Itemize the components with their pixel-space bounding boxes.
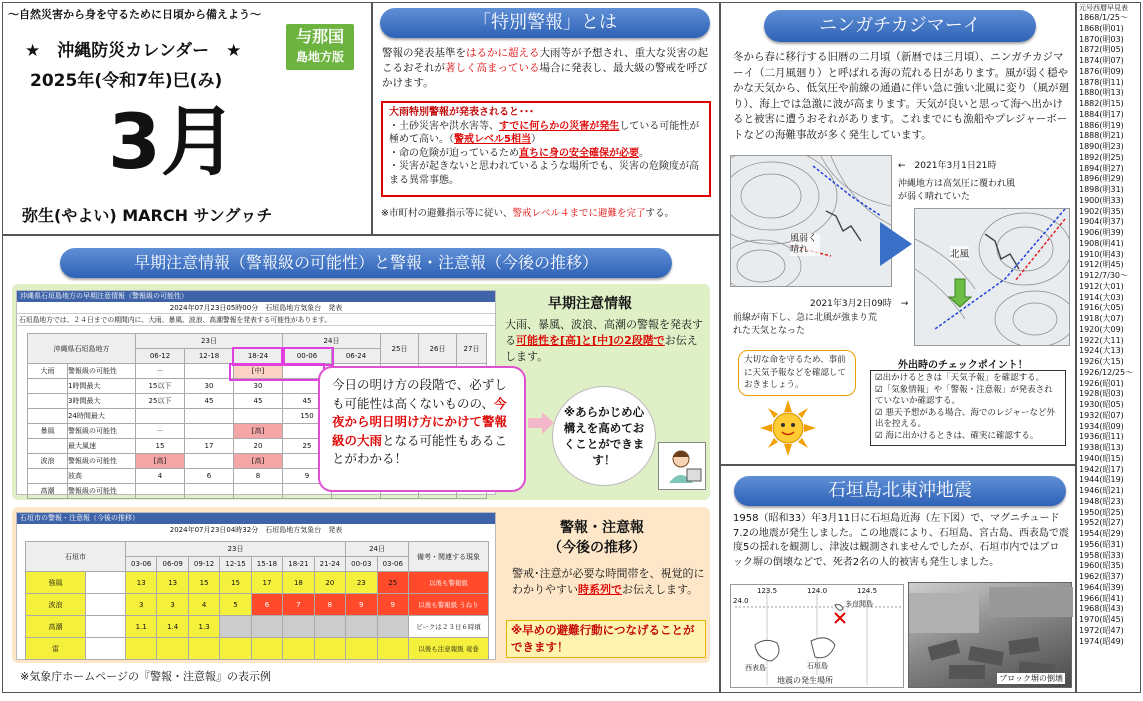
weather-map-1: [730, 155, 892, 287]
warn-time: 09-12: [188, 557, 219, 572]
year-row: 1904(明37): [1079, 217, 1124, 227]
region-badge-line2: 島地方版: [295, 50, 344, 64]
warn-day24: 24日: [346, 542, 409, 557]
early-row-group: [28, 469, 68, 484]
early-row-group: 大雨: [28, 364, 68, 379]
year-row: 1932(昭07): [1079, 410, 1124, 420]
year-row: 1894(明27): [1079, 163, 1124, 173]
early-cell: 30: [185, 379, 234, 394]
year-row: 1870(明03): [1079, 34, 1124, 44]
year-row: 1944(昭19): [1079, 475, 1124, 485]
warn-time: 15-18: [251, 557, 282, 572]
year-row: 1950(昭25): [1079, 507, 1124, 517]
warn-cell: [126, 638, 157, 660]
year-row: 1892(明25): [1079, 152, 1124, 162]
region-badge-line1: 与那国: [295, 27, 344, 46]
map-island-1: 西表島: [745, 664, 766, 672]
warn-table-title: 石垣市の警報・注意報（今後の推移）: [17, 513, 495, 524]
warn-cell: 1.3: [188, 616, 219, 638]
early-cell: 15以下: [136, 379, 185, 394]
warn-cell: [157, 638, 188, 660]
year-row: 1872(明05): [1079, 45, 1124, 55]
early-text-a: 大雨、暴風、波浪、高潮の警報を発表する: [505, 318, 703, 347]
slogan: 〜自然災害から身を守るために日頃から備えよう〜: [8, 8, 261, 21]
year-row: 1958(昭33): [1079, 550, 1124, 560]
warn-row-name: 雷: [26, 638, 86, 660]
early-row-name: 3時間最大: [68, 394, 136, 409]
operator-icon: [658, 442, 706, 490]
year-row: 1936(昭11): [1079, 432, 1124, 442]
sw-p1c: 大雨等が予想され、重大な災害の起こるおそれが: [382, 47, 709, 74]
warn-cell: 3: [157, 594, 188, 616]
check-item-3: ☑ 悪天予想がある場合、海でのレジャーなど外出を控える。: [875, 407, 1055, 429]
early-cell: 17: [185, 439, 234, 454]
early-time-3: 18-24: [234, 349, 283, 364]
warn-cell: 1.4: [157, 616, 188, 638]
year-row: 1874(明07): [1079, 56, 1124, 65]
year-row: 1902(明35): [1079, 206, 1124, 216]
year-row: 1972(昭47): [1079, 625, 1124, 635]
early-cell: 9: [283, 469, 332, 484]
year-row: 1970(昭45): [1079, 615, 1124, 624]
weather-map-2-svg: [915, 209, 1070, 346]
early-cell: 30: [234, 379, 283, 394]
early-cell: [185, 409, 234, 424]
warn-cell: [251, 638, 282, 660]
warn-cell: 5: [220, 594, 251, 616]
weather-map-2: [914, 208, 1070, 346]
early-text-c: お伝えします。: [505, 334, 698, 363]
warn-cell: [251, 616, 282, 638]
prepare-bubble: [552, 386, 656, 486]
heavy-rain-box: [381, 101, 711, 197]
early-row-name: 警報級の可能性: [68, 364, 136, 379]
early-cell: [高]: [234, 454, 283, 469]
weather-map-1-svg: [731, 156, 892, 287]
year-row: 1962(昭37): [1079, 572, 1124, 581]
b2c: 。: [639, 147, 649, 159]
warnings-panel-text: [512, 566, 708, 598]
warn-row-blank: [86, 594, 126, 616]
year-row: 1968(昭43): [1079, 604, 1124, 614]
month-names: 弥生(やよい) MARCH サングヮチ: [22, 206, 273, 225]
early-cell: 45: [234, 394, 283, 409]
warn-remarks-head: 備考・関連する現象: [409, 542, 489, 572]
warn-city-head: 石垣市: [26, 542, 126, 572]
early-day27: 27日: [457, 334, 487, 364]
warn-day23: 23日: [126, 542, 346, 557]
year-row: 1868(明01): [1079, 23, 1124, 33]
warn-row-name: 高潮: [26, 616, 86, 638]
early-cell: 45: [185, 394, 234, 409]
early-cell: 25以下: [136, 394, 185, 409]
warn-table-issued: 2024年07月23日04時32分 石垣島地方気象台 発表: [169, 526, 343, 534]
check-item-2: ☑「気象情報」や「警報・注意報」が発表されていないか確認する。: [875, 384, 1053, 406]
calendar-title: ★ 沖縄防災カレンダー ★: [25, 41, 242, 61]
early-row-name: 24時間最大: [68, 409, 136, 424]
note-c: する。: [645, 208, 674, 219]
early-cell: 15: [136, 439, 185, 454]
warn-cell: 9: [377, 594, 409, 616]
early-day24: 24日: [283, 334, 381, 349]
warn-cell: [377, 616, 409, 638]
b1e: ）: [530, 134, 541, 145]
warn-cell: 9: [346, 594, 377, 616]
prepare-bubble-text: ※あらかじめ心構えを高めておくことができます！: [563, 405, 645, 467]
map1-date: ← 2021年3月1日21時: [898, 161, 997, 171]
warn-cell: [283, 638, 314, 660]
note-b: 警戒レベル４までに避難を完了: [512, 208, 646, 219]
b1a: ・土砂災害や洪水害等、: [389, 120, 499, 132]
early-cell: 4: [136, 469, 185, 484]
warnings-panel-title-1: 警報・注意報: [560, 520, 644, 536]
year-row: 1896(明29): [1079, 174, 1124, 184]
month-big: 3月: [108, 97, 237, 186]
check-item-4: ☑ 海に出かけるときは、確実に確認する。: [875, 430, 1039, 441]
warn-cell: [283, 616, 314, 638]
early-panel-title: 早期注意情報: [548, 296, 632, 312]
special-warning-title: [380, 8, 710, 38]
early-cell: 45: [283, 394, 332, 409]
early-row-name: 波高: [68, 469, 136, 484]
early-text-b: 可能性を[高]と[中]の2段階で: [516, 334, 665, 347]
warn-cell: 23: [346, 572, 377, 594]
early-row-name: 警報級の可能性: [68, 424, 136, 439]
year-row: 1914(大03): [1079, 292, 1124, 302]
year-label: 2025年(令和7年)巳(み): [30, 71, 223, 91]
map-lon-c: 124.5: [857, 587, 878, 595]
early-row-group: [28, 379, 68, 394]
early-table-title: 沖縄県石垣島地方の早期注意情報（警報級の可能性）: [17, 291, 495, 302]
early-row-group: [28, 394, 68, 409]
warn-remarks: 以後も警報級: [409, 572, 489, 594]
wall-collapse-photo: [908, 582, 1072, 688]
sw-p1b: はるかに超える: [466, 47, 540, 59]
warn-row-blank: [86, 572, 126, 594]
warn-cell: 13: [126, 572, 157, 594]
warn-cell: 8: [314, 594, 345, 616]
warn-table-row: [26, 572, 489, 594]
early-cell: [136, 409, 185, 424]
early-time-4: 00-06: [283, 349, 332, 364]
year-row: 1908(明41): [1079, 238, 1124, 248]
early-cell: 8: [234, 469, 283, 484]
map-island-2: 石垣島: [807, 662, 828, 670]
warn-cell: [346, 638, 377, 660]
year-row: 1922(大11): [1079, 335, 1124, 345]
year-row: 1930(昭05): [1079, 400, 1124, 409]
warn-cell: [220, 616, 251, 638]
warn-time: 03-06: [377, 557, 409, 572]
early-time-5: 06-24: [332, 349, 381, 364]
year-row: 1924(大13): [1079, 346, 1124, 356]
year-row: 1918(大07): [1079, 314, 1124, 323]
early-cell: [185, 454, 234, 469]
year-row: 1952(昭27): [1079, 518, 1124, 528]
warn-remarks: ピークは２３日６時頃: [409, 616, 489, 638]
source-note: ※気象庁ホームページの『警報・注意報』の表示例: [20, 670, 271, 683]
heavy-rain-bullet-1: [389, 120, 703, 147]
year-list: [1079, 13, 1141, 647]
heavy-rain-bullet-3: ・災害が起きないと思われているような場所でも、災害の危険度が高まる異常事態。: [389, 161, 699, 186]
checklist-title: 外出時のチェックポイント！: [898, 360, 1028, 371]
year-row: 1946(昭21): [1079, 486, 1124, 495]
map2-label: 北風: [950, 246, 969, 260]
early-row-group: 波浪: [28, 454, 68, 469]
year-row: 1912/7/30〜: [1079, 271, 1129, 280]
warn-cell: [377, 638, 409, 660]
warn-row-blank: [86, 638, 126, 660]
warn-row-name: 波浪: [26, 594, 86, 616]
ninigachi-title: [764, 10, 1036, 42]
early-panel-text: [505, 317, 705, 365]
map2-desc: 前線が南下し、急に北風が強まり荒れた天気となった: [733, 313, 878, 336]
warn-cell: 25: [377, 572, 409, 594]
map1-desc: 沖縄地方は高気圧に覆われ風が弱く晴れていた: [898, 179, 1016, 202]
warn-cell: [314, 638, 345, 660]
early-day26: 26日: [419, 334, 457, 364]
early-row-group: 高潮: [28, 484, 68, 499]
warn-cell: [314, 616, 345, 638]
warn-cell: 18: [283, 572, 314, 594]
warn-table-row: [26, 594, 489, 616]
early-highlight-box: [229, 363, 325, 381]
evacuation-note: [381, 205, 674, 219]
year-row: 1888(明21): [1079, 131, 1124, 141]
earthquake-body: 1958（昭和33）年3月11日に石垣島近海（左下図）で、マグニチュード7.2の地震が発生しました。この地震により、石垣島、宮古島、西表島で震度5の揺れを観測し、津波は観測されませんでしたが、石垣市内ではブロック塀の倒壊などで、死者2名の人的被害も発生しました。: [733, 513, 1069, 568]
early-cell: 6: [185, 469, 234, 484]
year-row: 1912(明45): [1079, 260, 1124, 270]
year-row: 1890(明23): [1079, 142, 1124, 151]
warn-text-c: お伝えします。: [622, 583, 699, 596]
early-cell: [185, 484, 234, 499]
year-row: 1898(明31): [1079, 185, 1124, 194]
warn-cell: 4: [188, 594, 219, 616]
year-row: 1910(明43): [1079, 249, 1124, 259]
heavy-rain-heading: 大雨特別警報が発表されると･･･: [389, 107, 534, 118]
year-row: 1926(昭01): [1079, 378, 1124, 388]
mascot-bubble: 大切な命を守るため、事前に天気予報などを確認しておきましょう。: [738, 350, 856, 396]
warnings-highlight: ※早めの避難行動につなげることができます！: [506, 620, 706, 658]
warn-head-row-1: [26, 542, 489, 557]
checklist-box: [870, 370, 1066, 446]
year-row: 1974(昭49): [1079, 636, 1124, 646]
warn-table-row: [26, 616, 489, 638]
year-row: 1912(大01): [1079, 281, 1124, 291]
year-row: 1938(昭13): [1079, 443, 1124, 452]
warn-time: 18-21: [283, 557, 314, 572]
early-cell: 25: [283, 439, 332, 454]
year-row: 1906(明39): [1079, 228, 1124, 237]
check-item-1: ☑出かけるときは「天気予報」を確認する。: [875, 373, 1045, 383]
early-cell: 150: [283, 409, 332, 424]
warn-row-blank: [86, 616, 126, 638]
map-island-3: 多良間島: [845, 600, 873, 608]
early-row-name: 最大風速: [68, 439, 136, 454]
warn-cell: 1.1: [126, 616, 157, 638]
warn-remarks: 以後も注意報級 竜巻: [409, 638, 489, 660]
early-time-2: 12-18: [185, 349, 234, 364]
b1c: している可能性が極めて高い。（: [389, 120, 700, 145]
warnings-table-card: [16, 512, 496, 660]
b2a: ・命の危険が迫っているため: [389, 147, 519, 159]
map-arrow: [880, 222, 912, 266]
epicenter-map: [730, 584, 904, 688]
year-row: 1886(明19): [1079, 120, 1124, 130]
early-cell: [高]: [234, 424, 283, 439]
warnings-table: [25, 541, 489, 660]
early-time-1: 06-12: [136, 349, 185, 364]
early-row-group: [28, 409, 68, 424]
year-row: 1920(大09): [1079, 324, 1124, 334]
early-table-head-row-1: [28, 334, 487, 349]
warn-table-row: [26, 638, 489, 660]
map1-label: 風弱く晴れ: [790, 234, 820, 256]
year-row: 1882(明15): [1079, 99, 1124, 108]
warn-remarks: 以後も警報級 うねり: [409, 594, 489, 616]
early-cell: －: [136, 424, 185, 439]
warn-cell: [220, 638, 251, 660]
map-lat: 24.0: [733, 597, 749, 605]
early-row-name: 警報級の可能性: [68, 454, 136, 469]
warnings-panel-title-2: （今後の推移）: [548, 540, 646, 556]
early-cell: [中]: [234, 364, 283, 379]
year-row: 1948(昭23): [1079, 496, 1124, 506]
b1b: すでに何らかの災害が発生: [499, 120, 620, 132]
early-info-banner-text: 早期注意情報（警報級の可能性）と警報・注意報（今後の推移）: [133, 253, 598, 272]
sun-mascot-svg: [758, 398, 818, 458]
warn-text-a: 警戒･注意が必要な時間帯を、視覚的にわかりやすい: [512, 567, 705, 596]
warn-table-body: [26, 572, 489, 660]
early-info-banner: [60, 248, 672, 278]
special-warning-intro: [382, 46, 710, 91]
early-cell: [高]: [136, 454, 185, 469]
warn-cell: 15: [188, 572, 219, 594]
year-row: 1926/12/25〜: [1079, 367, 1134, 377]
heavy-rain-bullet-2: [389, 147, 703, 161]
warn-row-name: 強風: [26, 572, 86, 594]
warn-cell: 13: [157, 572, 188, 594]
warn-time: 21-24: [314, 557, 345, 572]
early-cell: [234, 484, 283, 499]
early-row-name: 1時間最大: [68, 379, 136, 394]
year-row: 1880(明13): [1079, 88, 1124, 98]
early-day25: 25日: [381, 334, 419, 364]
callout-c: となる可能性もあることがわかる！: [332, 432, 508, 466]
early-cell: 20: [234, 439, 283, 454]
sw-p1e: 場合に発表し、最大級の警戒を呼びかけます。: [382, 62, 708, 89]
operator-svg: [659, 443, 707, 491]
ninigachi-body: 冬から春に移行する旧暦の二月頃（新暦では三月頃）、ニンガチカジマーイ（二月風廻り）と呼ばれる海の荒れる日があります。風が弱く穏やかな天気から、低気圧や前線の通過に伴い急に強い北風に変り（風が廻り）、海上では急激に波が高まります。天気が良いと思って海へ出かけると被害に遭うおそれがあります。これまでにも漁船やプレジャーボートなどの海難事故が多く発生しています。: [733, 51, 1069, 141]
sw-p1a: 警報の発表基準を: [382, 47, 466, 59]
b1d: 警戒レベル5相当: [454, 134, 531, 145]
year-row: 1926(大15): [1079, 357, 1124, 366]
warn-cell: [188, 638, 219, 660]
year-row: 1876(明09): [1079, 66, 1124, 76]
year-row: 1964(昭39): [1079, 582, 1124, 592]
year-table: [1079, 3, 1141, 647]
early-row-group: 暴風: [28, 424, 68, 439]
earthquake-title: [734, 476, 1066, 506]
year-row: 1940(昭15): [1079, 453, 1124, 463]
warn-cell: 15: [220, 572, 251, 594]
map2-date: 2021年3月2日09時 →: [810, 299, 909, 309]
sw-p1d: 著しく高まっている: [445, 62, 540, 74]
photo-caption: ブロック塀の倒壊: [999, 674, 1063, 683]
year-row: 1954(昭29): [1079, 529, 1124, 538]
warn-cell: 6: [251, 594, 282, 616]
warn-text-b: 時系列で: [578, 583, 622, 596]
warn-cell: [346, 616, 377, 638]
year-row: 1934(昭09): [1079, 421, 1124, 431]
year-row: 1900(明33): [1079, 195, 1124, 205]
map-lon-a: 123.5: [757, 587, 778, 595]
year-row: 1960(昭35): [1079, 561, 1124, 571]
early-cell: [185, 424, 234, 439]
early-cell: －: [136, 364, 185, 379]
callout-b: 今夜から明日明け方にかけて警報級の大雨: [332, 395, 508, 448]
early-cell: [185, 364, 234, 379]
year-row: 1966(昭41): [1079, 593, 1124, 603]
region-badge: [286, 24, 354, 70]
warn-time: 06-09: [157, 557, 188, 572]
year-row: 1868/1/25〜: [1079, 13, 1129, 22]
early-cell: [136, 484, 185, 499]
early-region-head: 沖縄県石垣島地方: [28, 334, 136, 364]
ninigachi-title-text: ニンガチカジマーイ: [819, 15, 981, 36]
early-day23: 23日: [136, 334, 283, 349]
early-row-name: 警報級の可能性: [68, 484, 136, 499]
note-a: ※市町村の避難指示等に従い、: [381, 208, 513, 219]
year-table-title: 元号西暦早見表: [1079, 4, 1128, 12]
warn-time: 03-06: [126, 557, 157, 572]
early-cell: [234, 409, 283, 424]
early-table-issued: 2024年07月23日05時00分 石垣島地方気象台 発表: [17, 302, 495, 314]
warn-cell: 3: [126, 594, 157, 616]
year-row: 1916(大05): [1079, 303, 1124, 313]
b2b: 直ちに身の安全確保が必要: [519, 147, 639, 159]
callout-a: 今日の明け方の段階で、必ずしも可能性は高くないものの、: [332, 377, 507, 411]
early-table-note: 石垣島地方では、２４日までの期間内に、大雨、暴風、波浪、高潮警報を発表する可能性があります。: [17, 314, 495, 326]
warn-time: 00-03: [346, 557, 377, 572]
earthquake-title-text: 石垣島北東沖地震: [828, 480, 972, 501]
year-row: 1884(明17): [1079, 109, 1124, 119]
warn-cell: 20: [314, 572, 345, 594]
callout-arrow: [528, 418, 542, 428]
year-row: 1942(昭17): [1079, 464, 1124, 474]
special-warning-title-text: 「特別警報」とは: [473, 12, 617, 33]
warn-cell: 7: [283, 594, 314, 616]
warn-cell: 17: [251, 572, 282, 594]
year-row: 1928(昭03): [1079, 389, 1124, 399]
early-row-group: [28, 439, 68, 454]
year-row: 1956(昭31): [1079, 539, 1124, 549]
epicenter-caption: 地震の発生場所: [777, 676, 833, 685]
early-callout: [318, 366, 526, 492]
mascot-icon: [758, 398, 818, 458]
year-row: 1878(明11): [1079, 77, 1124, 87]
warn-time: 12-15: [220, 557, 251, 572]
epicenter-map-svg: [731, 585, 905, 689]
map-lon-b: 124.0: [807, 587, 828, 595]
